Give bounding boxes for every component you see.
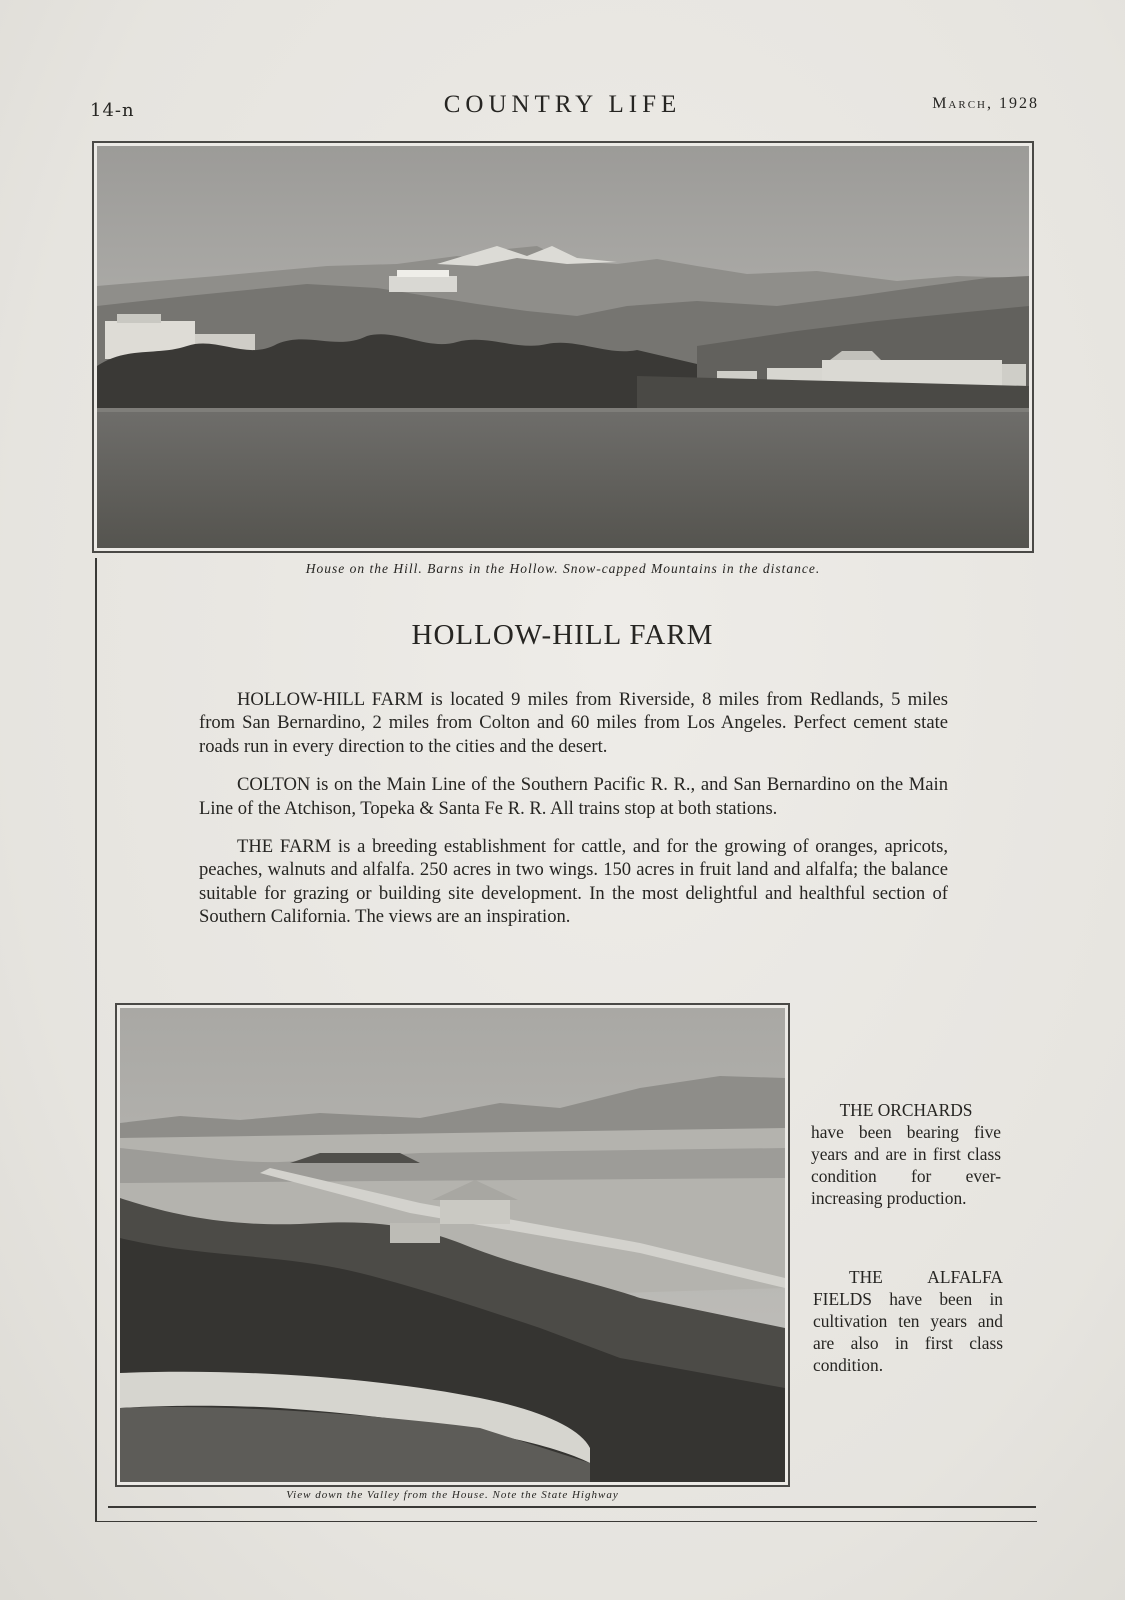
orchards-note — [811, 1099, 1001, 1209]
alfalfa-note — [813, 1266, 1003, 1376]
orchards-heading: THE ORCHARDS — [839, 1100, 973, 1120]
issue-date: March, 1928 — [932, 95, 1039, 112]
article-body — [199, 688, 948, 944]
article-title: HOLLOW-HILL FARM — [411, 619, 714, 651]
valley-view-image — [120, 1008, 785, 1482]
orchards-text: have been bearing five years and are in first class condition for ever-increasing production. — [811, 1122, 1001, 1208]
paragraph-railroads: COLTON is on the Main Line of the Southern Pacific R. R., and San Bernardino on the Main Line of the Atchison, Topeka & Santa Fe R. R. All trains stop at both stations. — [199, 774, 948, 819]
valley-view-photo — [115, 1003, 790, 1487]
left-frame-rule — [95, 558, 97, 1522]
top-photo-caption: House on the Hill. Barns in the Hollow. Snow-capped Mountains in the distance. — [305, 561, 821, 576]
paragraph-location: HOLLOW-HILL FARM is located 9 miles from Riverside, 8 miles from Redlands, 5 miles from San Bernardino, 2 miles from Colton and 60 miles from Los Angeles. Perfect cement state roads run in every direction to the cities and the desert. — [199, 689, 948, 757]
page-number: 14-n — [90, 100, 135, 121]
bottom-photo-caption: View down the Valley from the House. Note the State Highway — [286, 1489, 619, 1501]
bottom-frame-rule — [95, 1521, 1037, 1522]
paragraph-farm: THE FARM is a breeding establishment for cattle, and for the growing of oranges, apricots, peaches, walnuts and alfalfa. 250 acres in two wings. 150 acres in fruit land and alfalfa; the balance suitable for grazing or building site development. In the most delightful and healthful section of Southern California. The views are an inspiration. — [199, 836, 948, 928]
farm-panorama-image — [97, 146, 1029, 548]
magazine-title: COUNTRY LIFE — [443, 91, 682, 118]
farm-panorama-photo — [92, 141, 1034, 553]
alfalfa-text: THE ALFALFA FIELDS have been in cultivation ten years and are also in first class condition. — [813, 1267, 1003, 1375]
bottom-rule — [108, 1506, 1036, 1508]
